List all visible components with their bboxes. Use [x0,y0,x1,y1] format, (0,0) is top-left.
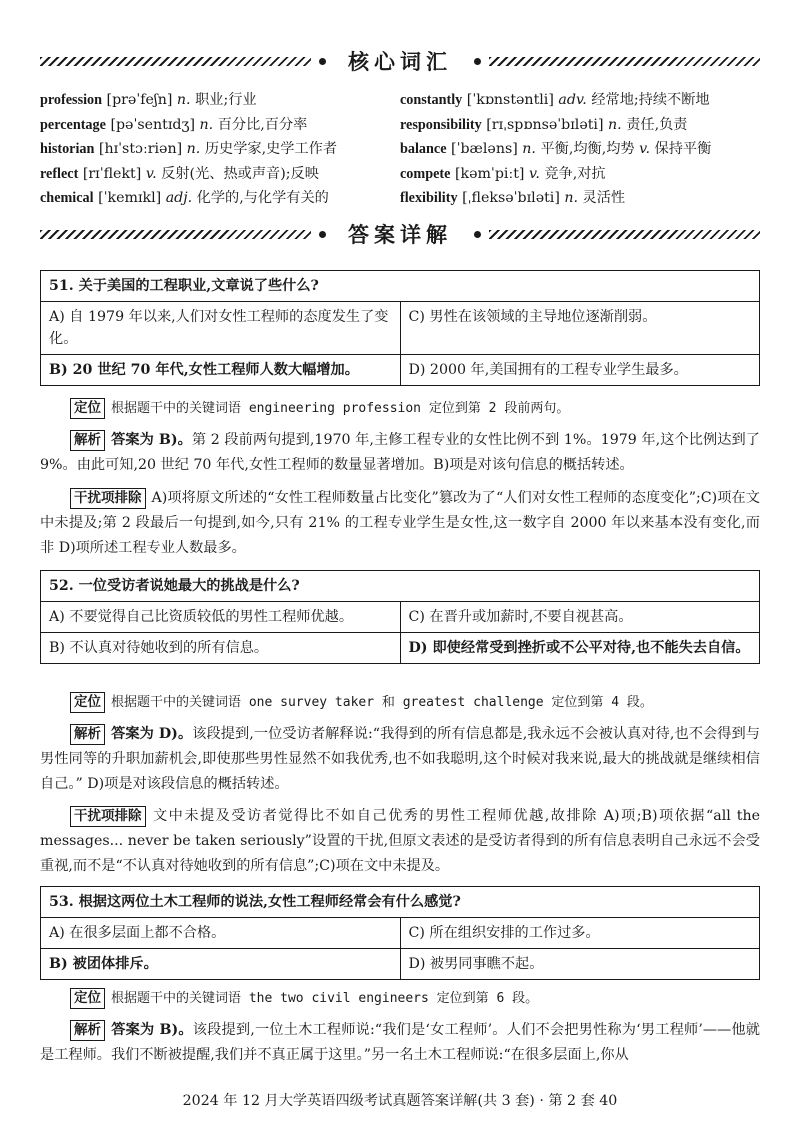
vocab-pos: n. [522,141,536,157]
vocab-pos: n. [176,92,191,108]
analysis-text: 该段提到,一位受访者解释说:“我得到的所有信息都是,我永远不会被认真对待,也不会得到与男性同等的升职加薪机会,即使那些男性显然不如我优秀,也不如我聪明,这个时候对我来说,最大的挑战就是继续相信自己。” D)项是对该段信息的概括转述。 [40,726,760,792]
analysis-text: 该段提到,一位土木工程师说:“我们是‘女工程师’。人们不会把男性称为‘男工程师’——他就是工程师。我们不断被提醒,我们并不真正属于这里。”另一名土木工程师说:“在很多层面上,你从 [40,1022,760,1063]
vocab-column-left [40,88,400,211]
vocab-word: chemical [40,190,94,206]
option-a: A) 自 1979 年以来,人们对女性工程师的态度发生了变化。 [41,302,401,355]
hatch-divider-right [489,230,760,239]
question-text: 52. 一位受访者说她最大的挑战是什么? [41,571,760,602]
vocab-list [40,88,760,211]
vocab-def: 反射(光、热或声音);反映 [161,165,319,182]
hatch-divider-right [489,57,760,66]
vocab-word: profession [40,92,103,108]
option-c: C) 在晋升或加薪时,不要自视甚高。 [400,602,760,633]
q53-locate [40,986,760,1011]
vocab-ipa: [pəˈsentɪdʒ] [110,116,196,133]
vocab-pos: n. [608,116,622,133]
vocab-pos: n. [199,116,214,133]
vocab-entry [400,137,760,162]
vocab-pos: v. [639,141,650,157]
vocab-entry [40,88,400,113]
question-52-table [40,570,760,664]
vocab-def: 经常地;持续不断地 [591,92,710,108]
option-d: D) 被男同事瞧不起。 [400,949,760,980]
vocab-pos: v. [145,165,157,182]
vocab-ipa: [ˌfleksəˈbɪləti] [462,190,560,206]
vocab-def: 灵活性 [582,190,626,206]
locate-tag: 定位 [70,988,105,1009]
vocab-ipa: [ˈkemɪkl] [98,190,162,206]
vocab-pos: adv. [558,92,587,108]
answer-text: 答案为 B)。 [111,1022,193,1038]
vocab-entry [400,88,760,113]
analysis-text: 第 2 段前两句提到,1970 年,主修工程专业的女性比例不到 1%。1979 年,这个比例达到了 9%。由此可知,20 世纪 70 年代,女性工程师的数量显著增加。B)项是对该句信息的概括转述。 [40,432,760,473]
vocab-word: flexibility [400,190,458,206]
banner-answer-details [40,219,760,249]
exclude-tag: 干扰项排除 [70,806,146,827]
analysis-tag: 解析 [70,1020,105,1041]
vocab-entry [400,186,760,211]
bullet-dot-icon [319,231,326,238]
section-title: 答案详解 [348,223,452,247]
page-footer: 2024 年 12 月大学英语四级考试真题答案详解(共 3 套) · 第 2 套 40 [182,1093,618,1109]
vocab-word: reflect [40,165,79,182]
vocab-entry [40,186,400,211]
vocab-def: 竞争,对抗 [544,165,606,182]
answer-text: 答案为 B)。 [111,432,192,448]
bullet-dot-icon [474,58,481,65]
vocab-entry [40,137,400,162]
vocab-column-right [400,88,760,211]
hatch-divider-left [40,57,311,66]
bullet-dot-icon [319,58,326,65]
exclude-text: 文中未提及受访者觉得比不如自己优秀的男性工程师优越,故排除 A)项;B)项依据“all the messages... never be taken seriously”设置的干扰,但原文表述的是受访者得到的所有信息表明自己永远不会受重视,而不是“不认真对待她收到的所有信息”;C)项在文中未提及。 [40,808,760,874]
option-d-correct: D) 即使经常受到挫折或不公平对待,也不能失去自信。 [400,633,760,664]
vocab-def: 历史学家,史学工作者 [204,141,338,157]
vocab-ipa: [rɪˌspɒnsəˈbɪləti] [486,116,604,133]
vocab-entry [400,162,760,187]
vocab-def: 平衡,均衡,均势 [540,141,635,157]
section-title: 核心词汇 [348,50,452,74]
hatch-divider-left [40,230,311,239]
question-text: 53. 根据这两位土木工程师的说法,女性工程师经常会有什么感觉? [41,887,760,918]
q52-analysis [40,722,760,797]
option-c: C) 男性在该领域的主导地位逐渐削弱。 [400,302,760,355]
q51-exclude [40,486,760,561]
locate-text: 根据题干中的关键词语 one survey taker 和 greatest challenge 定位到第 4 段。 [111,695,653,710]
vocab-entry [400,113,760,138]
banner-core-vocab [40,46,760,76]
answer-text: 答案为 D)。 [111,726,193,742]
vocab-ipa: [hɪˈstɔːriən] [98,141,183,157]
q52-locate [40,690,760,715]
vocab-ipa: [prəˈfeʃn] [106,92,173,108]
vocab-ipa: [ˈbæləns] [451,141,518,157]
vocab-pos: n. [186,141,201,157]
vocab-word: responsibility [400,116,482,133]
vocab-word: compete [400,165,451,182]
vocab-word: balance [400,141,447,157]
option-b-correct: B) 被团体排斥。 [41,949,401,980]
question-51-table [40,270,760,386]
vocab-def: 化学的,与化学有关的 [196,190,329,206]
vocab-pos: n. [564,190,579,206]
analysis-tag: 解析 [70,724,105,745]
vocab-def: 职业;行业 [195,92,257,108]
vocab-entry [40,162,400,187]
option-b: B) 不认真对待她收到的所有信息。 [41,633,401,664]
option-b-correct: B) 20 世纪 70 年代,女性工程师人数大幅增加。 [41,355,401,386]
vocab-ipa: [ˈkɒnstəntli] [466,92,554,108]
question-53-table [40,886,760,980]
vocab-ipa: [kəmˈpiːt] [454,165,525,182]
q51-locate [40,396,760,421]
vocab-entry [40,113,400,138]
exclude-text: A)项将原文所述的“女性工程师数量占比变化”篡改为了“人们对女性工程师的态度变化”;C)项在文中未提及;第 2 段最后一句提到,如今,只有 21% 的工程专业学生是女性,这一数字自 2000 年以来基本没有变化,而非 D)项所述工程专业人数最多。 [40,490,760,556]
option-a: A) 在很多层面上都不合格。 [41,918,401,949]
vocab-ipa: [rɪˈflekt] [82,165,142,182]
vocab-def: 百分比,百分率 [217,116,308,133]
vocab-def: 保持平衡 [654,141,712,157]
vocab-def: 责任,负责 [626,116,688,133]
q52-exclude [40,804,760,879]
locate-text: 根据题干中的关键词语 the two civil engineers 定位到第 6 段。 [111,991,539,1006]
option-d: D) 2000 年,美国拥有的工程专业学生最多。 [400,355,760,386]
locate-tag: 定位 [70,692,105,713]
option-c: C) 所在组织安排的工作过多。 [400,918,760,949]
locate-text: 根据题干中的关键词语 engineering profession 定位到第 2 段前两句。 [111,401,570,416]
q51-analysis [40,428,760,478]
q53-analysis [40,1018,760,1068]
vocab-pos: v. [528,165,540,182]
vocab-word: historian [40,141,95,157]
vocab-pos: adj. [165,190,193,206]
bullet-dot-icon [474,231,481,238]
vocab-word: constantly [400,92,463,108]
option-a: A) 不要觉得自己比资质较低的男性工程师优越。 [41,602,401,633]
exclude-tag: 干扰项排除 [70,488,146,509]
question-text: 51. 关于美国的工程职业,文章说了些什么? [41,271,760,302]
vocab-word: percentage [40,116,106,133]
locate-tag: 定位 [70,398,105,419]
analysis-tag: 解析 [70,430,105,451]
